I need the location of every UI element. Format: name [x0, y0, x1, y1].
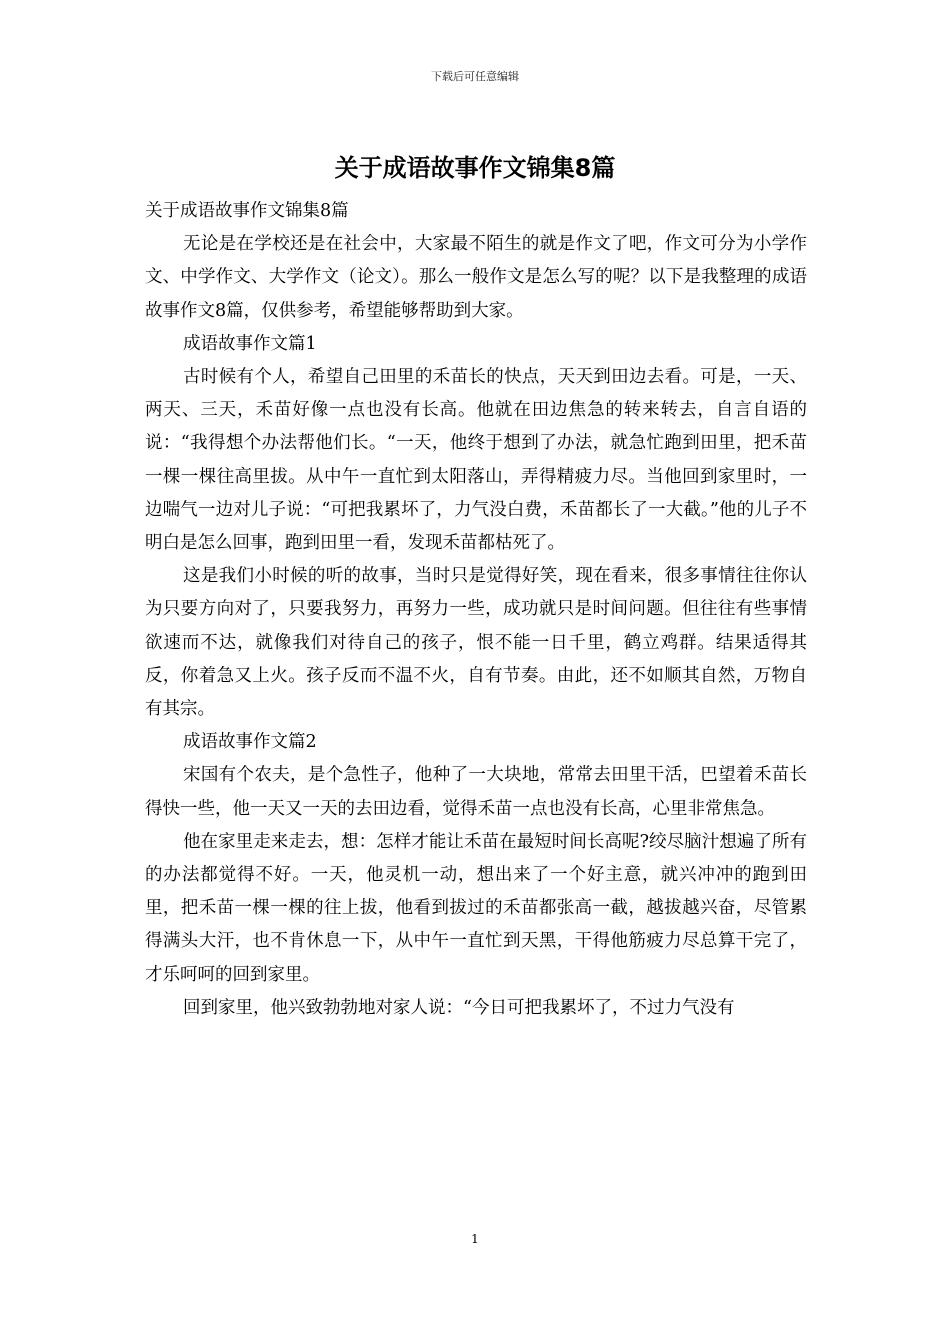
essay-1-paragraph-2: 这是我们小时候的听的故事，当时只是觉得好笑，现在看来，很多事情往往你认为只要方向对了，只要我努力，再努力一些，成功就只是时间问题。但往往有些事情欲速而不达，就像我们对待自己的孩子，恨不能一日千里，鹤立鸡群。结果适得其反，你着急又上火。孩子反而不温不火，自有节奏。由此，还不如顺其自然，万物自有其宗。: [145, 566, 807, 720]
header-note: 下载后可任意编辑: [431, 70, 519, 83]
essay-1-paragraph-1: 古时候有个人，希望自己田里的禾苗长的快点，天天到田边去看。可是，一天、两天、三天，禾苗好像一点也没有长高。他就在田边焦急的转来转去，自言自语的说：“我得想个办法帮他们长。“一天，他终于想到了办法，就急忙跑到田里，把禾苗一棵一棵往高里拔。从中午一直忙到太阳落山，弄得精疲力尽。当他回到家里时，一边喘气一边对儿子说：“可把我累坏了，力气没白费，禾苗都长了一大截。”他的儿子不明白是怎么回事，跑到田里一看，发现禾苗都枯死了。: [145, 367, 807, 554]
page-number: 1: [471, 1232, 479, 1246]
document-body: [145, 195, 807, 1025]
section-heading-essay-1: 成语故事作文篇1: [183, 333, 317, 354]
intro-paragraph: 无论是在学校还是在社会中，大家最不陌生的就是作文了吧，作文可分为小学作文、中学作文、大学作文（论文）。那么一般作文是怎么写的呢？以下是我整理的成语故事作文8篇，仅供参考，希望能够帮助到大家。: [145, 234, 807, 321]
essay-2-paragraph-2: 他在家里走来走去，想：怎样才能让禾苗在最短时间长高呢?绞尽脑汁想遍了所有的办法都觉得不好。一天，他灵机一动，想出来了一个好主意，就兴冲冲的跑到田里，把禾苗一棵一棵的往上拔，他看到拔过的禾苗都张高一截，越拔越兴奋，尽管累得满头大汗，也不肯休息一下，从中午一直忙到天黑，干得他筋疲力尽总算干完了，才乐呵呵的回到家里。: [145, 831, 807, 985]
essay-2-paragraph-3: 回到家里，他兴致勃勃地对家人说：“今日可把我累坏了，不过力气没有: [183, 997, 735, 1018]
document-title: 关于成语故事作文锦集8篇: [334, 154, 616, 182]
essay-2-paragraph-1: 宋国有个农夫，是个急性子，他种了一大块地，常常去田里干活，巴望着禾苗长得快一些，他一天又一天的去田边看，觉得禾苗一点也没有长高，心里非常焦急。: [145, 765, 807, 819]
document-subtitle: 关于成语故事作文锦集8篇: [145, 201, 349, 221]
section-heading-essay-2: 成语故事作文篇2: [183, 732, 317, 753]
